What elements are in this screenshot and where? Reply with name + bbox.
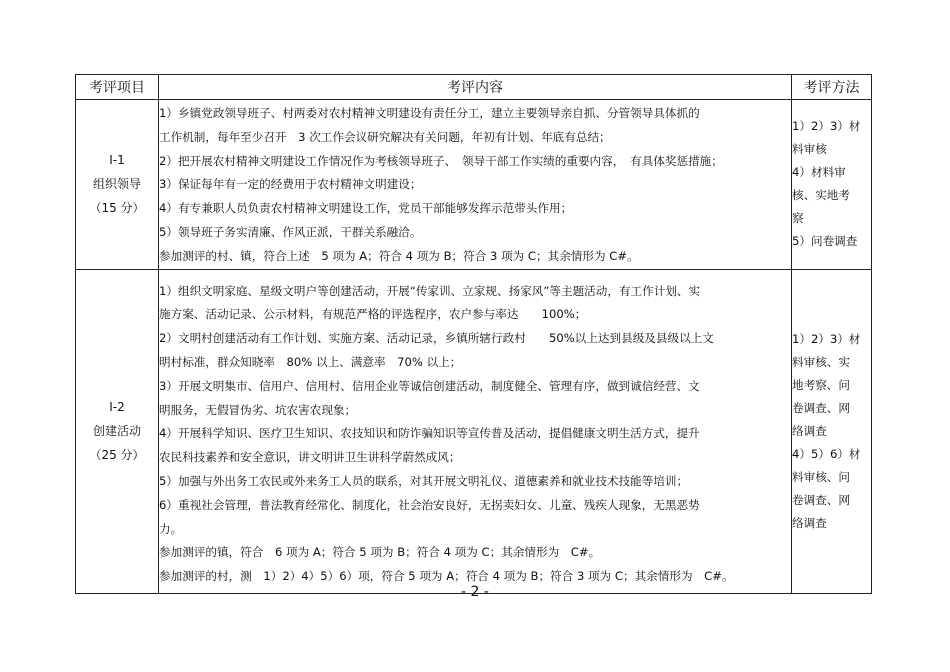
- method-line: 料审核: [792, 142, 827, 157]
- method-line: 5）问卷调查: [792, 234, 858, 249]
- item-title: 创建活动: [92, 424, 141, 439]
- method-line: 络调查: [792, 423, 827, 438]
- method-line: 1）2）3）材: [792, 331, 861, 346]
- method-cell: [792, 269, 872, 593]
- item-cell: [76, 100, 159, 270]
- content-cell: [159, 100, 792, 270]
- method-line: 4）5）6）材: [792, 446, 861, 461]
- item-score: （25 分）: [89, 448, 145, 463]
- header-method: 考评方法: [792, 75, 872, 100]
- table-row: [76, 269, 872, 593]
- method-line: 卷调查、网: [792, 400, 850, 415]
- content-line: 5）领导班子务实清廉、作风正派，干群关系融洽。: [159, 224, 422, 239]
- header-content: 考评内容: [159, 75, 792, 100]
- method-line: 地考察、问: [792, 377, 850, 392]
- content-line: 施方案、活动记录、公示材料，有规范严格的评选程序，农户参与率达 100%；: [159, 307, 587, 322]
- method-line: 料审核、实: [792, 354, 850, 369]
- content-line: 1）乡镇党政领导班子、村两委对农村精神文明建设有责任分工，建立主要领导亲自抓、分管领导具体抓的: [159, 106, 700, 120]
- content-line: 1）组织文明家庭、星级文明户等创建活动，开展“传家训、立家规、扬家风”等主题活动，有工作计划、实: [159, 283, 701, 298]
- content-line: 3）开展文明集市、信用户、信用村、信用企业等诚信创建活动，制度健全、管理有序，做到诚信经营、文: [159, 378, 700, 393]
- content-line: 工作机制，每年至少召开 3 次工作会议研究解决有关问题，年初有计划、年底有总结；: [159, 129, 611, 144]
- content-line: 3）保证每年有一定的经费用于农村精神文明建设；: [159, 177, 422, 192]
- item-cell: [76, 269, 159, 593]
- method-line: 4）材料审: [792, 165, 846, 180]
- item-code: I-2: [109, 400, 125, 415]
- content-line: 明服务，无假冒伪劣、坑农害农现象；: [159, 402, 357, 417]
- method-line: 察: [792, 211, 804, 226]
- content-line: 6）重视社会管理，普法教育经常化、制度化，社会治安良好，无拐卖妇女、儿童、残疾人现象，无黑恶势: [159, 497, 700, 512]
- content-line: 4）有专兼职人员负责农村精神文明建设工作，党员干部能够发挥示范带头作用；: [159, 201, 573, 216]
- content-line: 4）开展科学知识、医疗卫生知识、农技知识和防诈骗知识等宣传普及活动，提倡健康文明生活方式，提升: [159, 426, 700, 441]
- content-line: 5）加强与外出务工农民或外来务工人员的联系，对其开展文明礼仪、道德素养和就业技术技能等培训；: [159, 473, 689, 488]
- content-line: 2）把开展农村精神文明建设工作情况作为考核领导班子、 领导干部工作实绩的重要内容， 有具体奖惩措施；: [159, 153, 723, 168]
- scoring-rule: 参加测评的镇，符合 6 项为 A；符合 5 项为 B；符合 4 项为 C；其余情形为 C#。: [159, 545, 601, 560]
- content-line: 农民科技素养和安全意识，讲文明讲卫生讲科学蔚然成风；: [159, 450, 461, 465]
- method-line: 1）2）3）材: [792, 119, 861, 134]
- method-line: 络调查: [792, 515, 827, 530]
- item-score: （15 分）: [89, 201, 145, 216]
- method-line: 卷调查、网: [792, 492, 850, 507]
- method-line: 料审核、问: [792, 469, 850, 484]
- content-line: 力。: [159, 521, 183, 536]
- content-line: 2）文明村创建活动有工作计划、实施方案、活动记录，乡镇所辖行政村 50%以上达到县级及县级以上文: [159, 331, 714, 346]
- scoring-rule: 参加测评的村，测 1）2）4）5）6）项，符合 5 项为 A；符合 4 项为 B；符合 3 项为 C；其余情形为 C#。: [159, 569, 734, 584]
- item-code: I-1: [109, 153, 125, 168]
- table-header-row: [76, 75, 872, 100]
- evaluation-table: [75, 74, 872, 594]
- table-row: [76, 100, 872, 270]
- scoring-rule: 参加测评的村、镇，符合上述 5 项为 A；符合 4 项为 B；符合 3 项为 C；其余情形为 C#。: [159, 248, 639, 263]
- method-line: 核、实地考: [792, 188, 850, 203]
- item-title: 组织领导: [92, 177, 141, 192]
- header-item: 考评项目: [76, 75, 159, 100]
- content-line: 明村标准，群众知晓率 80% 以上、满意率 70% 以上；: [159, 354, 462, 369]
- content-cell: [159, 269, 792, 593]
- method-cell: [792, 100, 872, 270]
- page-number: - 2 -: [461, 584, 489, 600]
